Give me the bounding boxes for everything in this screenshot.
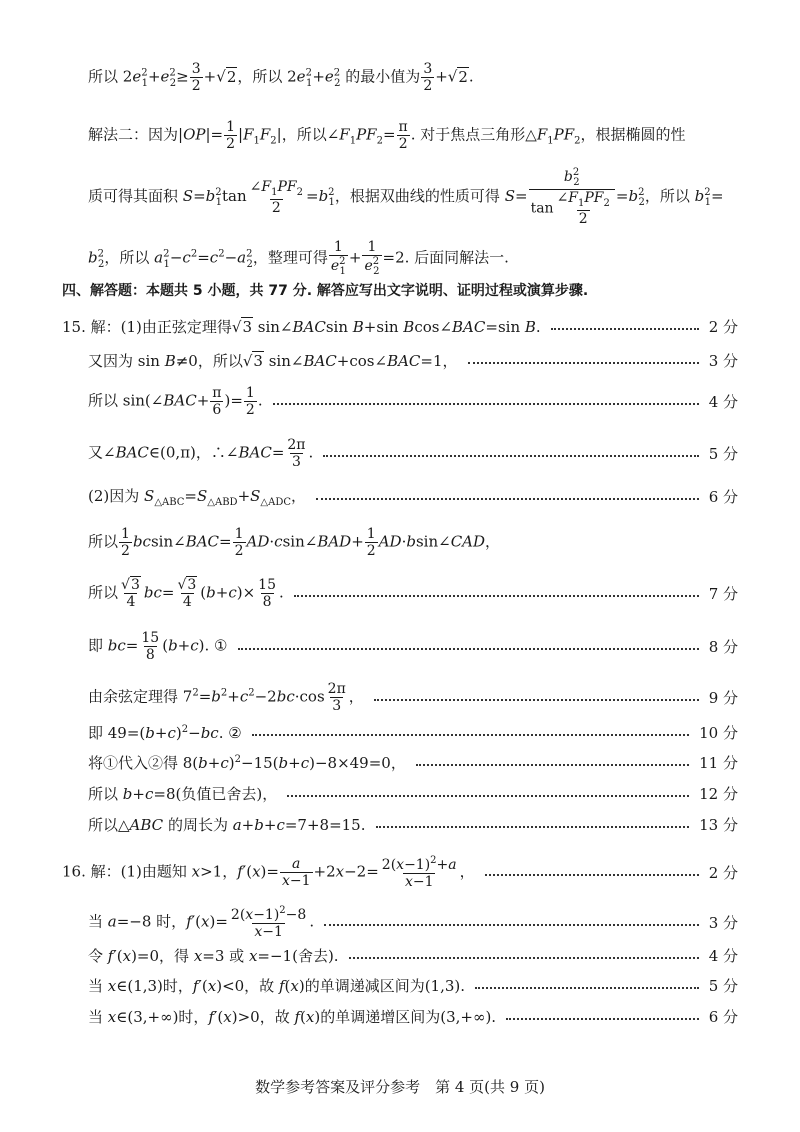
section-heading: 四、解答题：本题共 5 小题，共 77 分. 解答应写出文字说明、证明过程或演算步骤. bbox=[62, 283, 589, 299]
text-line-1: 所以 $2e^2_1+e^2_2\ge$ $\frac{3}{2}$ +√2，所以 $2e^2_1+e^2_2$ 的最小值为 $\frac{3}{2}$ +√2. bbox=[88, 61, 474, 94]
page-footer: 数学参考答案及评分参考 第 4 页(共 9 页) bbox=[255, 1078, 545, 1096]
text-line-3: 质可得其面积 $S=b^2_1\tan$ $\frac{\angle F_1PF_2}{2}$ $=b^2_1$，根据双曲线的性质可得 S= $b^2_2$ tan $\frac{\angle F_1PF_2}{2}$ $=b^2_2$，所以 $b^2_1=$ bbox=[88, 167, 724, 227]
q15-step-4: 又∠BAC∈(0,π)，∴∠BAC= $\frac{2\pi}{3}$ . 5 分 bbox=[88, 437, 738, 470]
q15-step-10: 即 $49=(b+c)^2-bc$. ② 10 分 bbox=[88, 724, 738, 742]
q15-step-11: 将①代入②得 $8(b+c)^2-15(b+c)-8\times 49=0$， 11 分 bbox=[88, 754, 738, 772]
q15-step-3: 所以 sin(∠BAC+ $\frac{\pi}{6}$ )= $\frac{1}{2}$ . 4 分 bbox=[88, 385, 738, 418]
q15-step-7: 所以 $\frac{√3}{4}$ bc= $\frac{√3}{4}$ (b+c)× $\frac{15}{8}$ . 7 分 bbox=[88, 577, 738, 610]
q15-step-12: 所以 b+c=8(负值已舍去)， 12 分 bbox=[88, 785, 738, 803]
q15-step-13: 所以△ABC 的周长为 a+b+c=7+8=15. 13 分 bbox=[88, 816, 738, 834]
q16-step-2: 当 a=−8 时，f′(x)= $\frac{2(x-1)^2-8}{x-1}$ . 3 分 bbox=[88, 905, 738, 940]
q15-step-6: 所以 $\frac{1}{2}$ bcsin∠BAC= $\frac{1}{2}$ AD·csin∠BAD+ $\frac{1}{2}$ AD·bsin∠CAD， bbox=[88, 526, 501, 559]
q16-step-1: 16. 解：(1)由题知 x>1，f′(x)= $\frac{a}{x-1}$ +2x−2= $\frac{2(x-1)^2+a}{x-1}$ ， 2 分 bbox=[62, 855, 738, 890]
q16-step-3: 令 f′(x)=0，得 x=3 或 x=−1(舍去). 4 分 bbox=[88, 947, 738, 965]
text-line-2: 解法二：因为|OP|= $\frac{1}{2}$ $|F_1F_2|$，所以$\angle F_1PF_2=$ $\frac{\pi}{2}$ . 对于焦点三角形$\triangle F_1PF_2$，根据椭圆的性 bbox=[88, 119, 686, 152]
q15-step-1: 15. 解：(1)由正弦定理得√3 sin∠BACsin B+sin Bcos∠BAC=sin B. 2 分 bbox=[62, 318, 738, 336]
q16-step-4: 当 x∈(1,3)时，f′(x)<0，故 f(x)的单调递减区间为(1,3). 5 分 bbox=[88, 977, 738, 995]
text-line-4: $b^2_2$，所以 $a^2_1-c^2=c^2-a^2_2$，整理可得 $\frac{1}{e^2_1}$ + $\frac{1}{e^2_2}$ =2. 后面同解法一. bbox=[88, 239, 509, 277]
q15-step-5: (2)因为 $S_{\triangle ABC}=S_{\triangle ABD}+S_{\triangle ADC}$， 6 分 bbox=[88, 487, 738, 508]
q15-step-8: 即 bc= $\frac{15}{8}$ (b+c). ① 8 分 bbox=[88, 630, 738, 663]
q16-step-5: 当 x∈(3,+∞)时，f′(x)>0，故 f(x)的单调递增区间为(3,+∞). 6 分 bbox=[88, 1008, 738, 1026]
q15-step-2: 又因为 sin B≠0，所以√3 sin∠BAC+cos∠BAC=1， 3 分 bbox=[88, 352, 738, 370]
q15-step-9: 由余弦定理得 $7^2=b^2+c^2-2bc\cdot\cos$ $\frac{2\pi}{3}$ ， 9 分 bbox=[88, 681, 738, 714]
